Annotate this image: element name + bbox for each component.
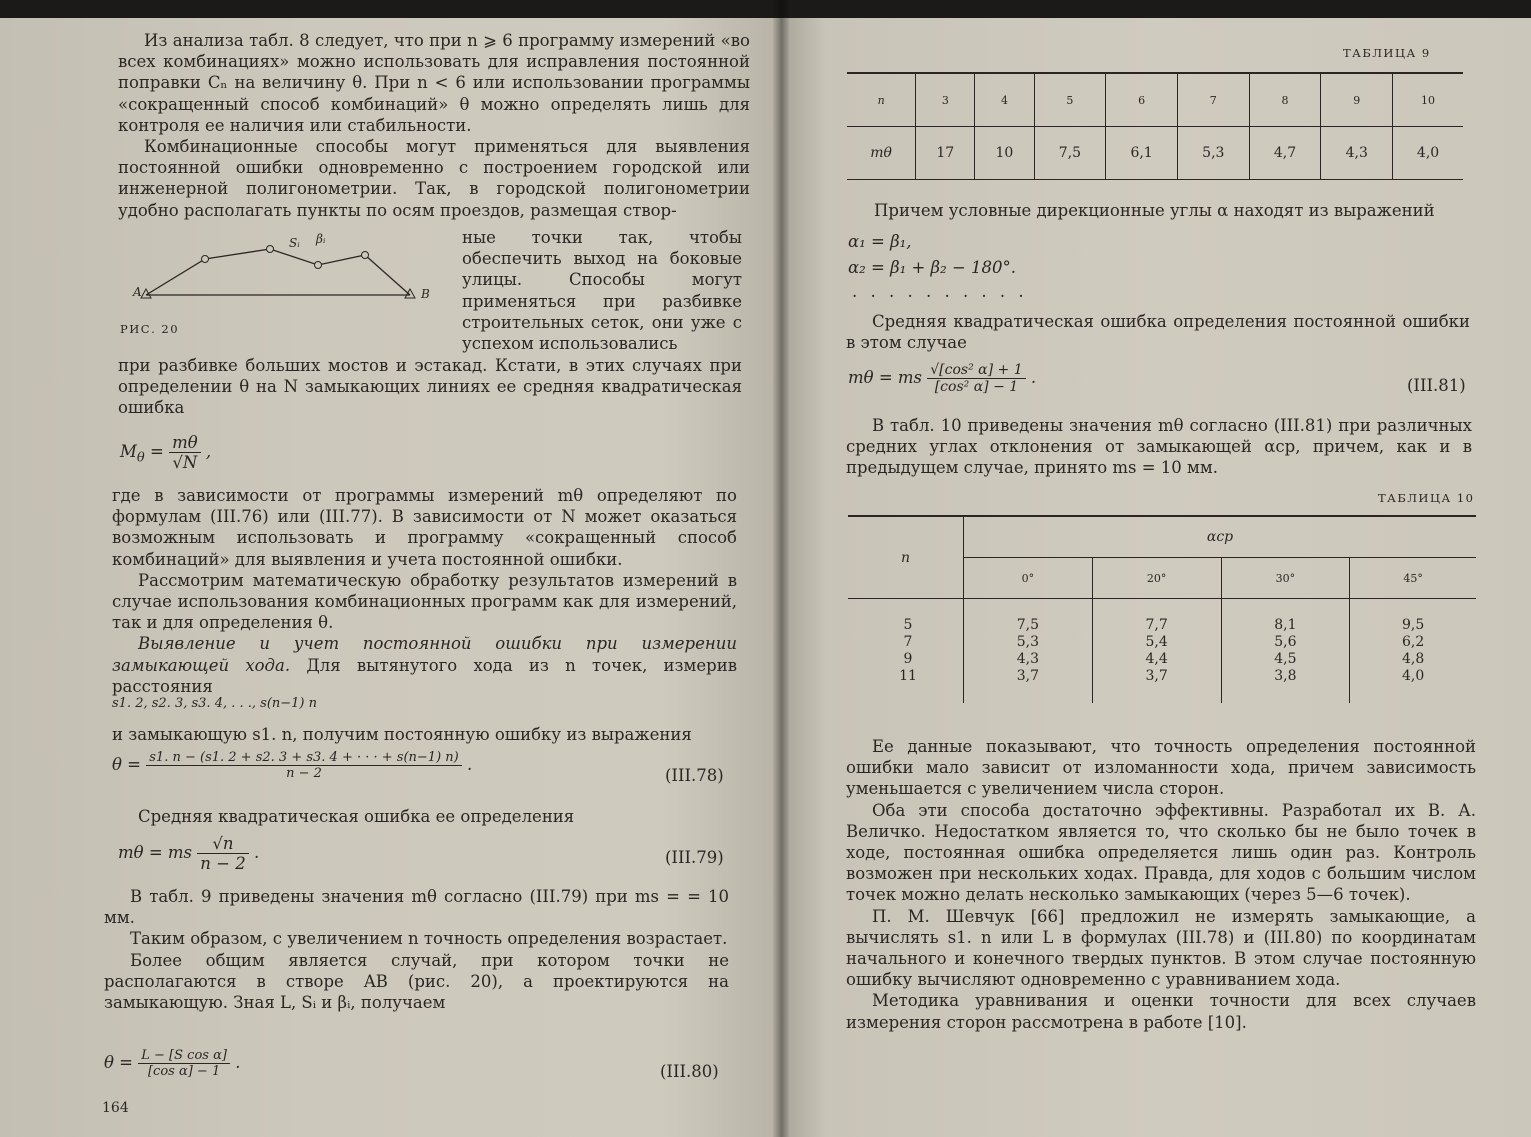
table-10-angle-cell: 20°: [1092, 558, 1221, 599]
right-paragraph-6: П. М. Шевчук [66] предложил не измерять замыкающие, а вычислять s1. n или L в формулах (III.78) и (III.80) по координатам начального и конечного твердых пунктов. В этом случае постоянную ошибку вычисляют одновременно с уравниванием хода.: [846, 906, 1476, 990]
table-10-angle-cell: 0°: [964, 558, 1093, 599]
right-paragraphs-4-7: [846, 736, 1476, 1033]
table-9: [847, 72, 1463, 180]
left-paragraph-10: Более общим является случай, при котором точки не располагаются в створе AB (рис. 20), а проектируются на замыкающую. Зная L, Sᵢ и βᵢ, получаем: [104, 950, 729, 1013]
figure-caption: РИС. 20: [120, 322, 180, 336]
table-9-cell: 6,1: [1106, 127, 1178, 180]
left-paragraph-6: и замыкающую s1. n, получим постоянную ошибку из выражения: [112, 725, 692, 744]
book-spine: [773, 0, 789, 1137]
left-paragraph-2b: ные точки так, чтобы обеспечить выход на боковые улицы. Способы могут применяться при разбивке строительных сеток, они уже с успехом использовались: [462, 228, 742, 354]
table-9-header-row: [847, 73, 1463, 127]
table-9-caption: ТАБЛИЦА 9: [1343, 46, 1431, 60]
figure-label-beta: βᵢ: [316, 232, 326, 246]
right-paragraph-7: Методика уравнивания и оценки точности для всех случаев измерения сторон рассмотрена в работе [10].: [846, 991, 1476, 1032]
table-10-col-45: 9,5 6,2 4,8 4,0: [1350, 599, 1476, 704]
right-paragraph-1: Причем условные дирекционные углы α находят из выражений: [874, 201, 1435, 220]
table-9-cell: n: [847, 73, 916, 127]
right-paragraph-3: В табл. 10 приведены значения mθ согласно (III.81) при различных средних углах отклонения от замыкающей αср, причем, как и в предыдущем случае, принято ms = 10 мм.: [846, 416, 1472, 478]
table-10-data-row: [848, 599, 1476, 704]
right-paragraph-5: Оба эти способа достаточно эффективны. Разработал их В. А. Величко. Недостатком является то, что сколько бы не было точек в ходе, постоянная ошибка определяется лишь один раз. Контроль возможен при нескольких ходах. Правда, для ходов с большим числом точек можно делать несколько замыкающих (через 5—6 точек).: [846, 800, 1476, 905]
table-9-cell: 4,3: [1321, 127, 1393, 180]
table-10-header-row: [848, 516, 1476, 558]
left-paragraph-1: Из анализа табл. 8 следует, что при n ⩾ 6 программу измерений «во всех комбинациях» можно использовать для исправления постоянной поправки Cₙ на величину θ. При n < 6 или использовании программы «сокращенный способ комбинаций» θ можно определять лишь для контроля ее наличия или стабильности. Комбинационные способы могут применяться для выявления постоянной ошибки одновременно с построением городской или инженерной полигонометрии. Так, в городской полигонометрии удобно располагать пункты по осям проездов, размещая створ-: [118, 31, 750, 220]
equation-number-III-79: (III.79): [665, 848, 724, 867]
figure-label-a: A: [133, 285, 142, 299]
table-9-cell: 7,5: [1034, 127, 1106, 180]
table-9-cell: 4,7: [1249, 127, 1321, 180]
equation-M-theta: $M_\theta$ = $\frac{m\theta}{√N}$ ,: [120, 433, 212, 472]
table-9-cell: mθ: [847, 127, 916, 180]
table-9-cell: 3: [916, 73, 975, 127]
equation-III-81: mθ = ms $\frac{\text{√[cos² α] + 1}}{\text{[cos² α] − 1}}$ .: [848, 362, 1037, 395]
table-10-n-header: n: [848, 516, 964, 599]
equation-number-III-78: (III.78): [665, 766, 724, 785]
left-paragraphs-3-5: [112, 485, 737, 697]
alpha-2-expression: α₂ = β₁ + β₂ − 180°.: [848, 258, 1016, 277]
table-10-angle-cell: 30°: [1221, 558, 1350, 599]
figure-label-b: B: [421, 287, 430, 301]
table-10-col-20: 7,7 5,4 4,4 3,7: [1092, 599, 1221, 704]
left-paragraph-7: Средняя квадратическая ошибка ее определения: [138, 807, 575, 826]
equation-III-79: mθ = ms $\frac{√n}{n - 2}$ .: [118, 834, 260, 873]
right-paragraph-4: Ее данные показывают, что точность определения постоянной ошибки мало зависит от изломанности хода, причем зависимость уменьшается с увеличением числа сторон.: [846, 737, 1476, 799]
table-9-cell: 10: [975, 127, 1034, 180]
left-paragraph-4: Рассмотрим математическую обработку результатов измерений в случае использования комбинационных программ как для измерений, так и для определения θ.: [112, 570, 737, 633]
table-9-cell: 17: [916, 127, 975, 180]
table-9-cell: 7: [1177, 73, 1249, 127]
left-paragraph-5: Выявление и учет постоянной ошибки при измерении замыкающей хода. Для вытянутого хода из n точек, измерив расстояния: [112, 634, 738, 696]
right-paragraph-2: Средняя квадратическая ошибка определения постоянной ошибки в этом случае: [846, 312, 1470, 353]
table-10-col-0: 7,5 5,3 4,3 3,7: [964, 599, 1093, 704]
table-10-angle-cell: 45°: [1350, 558, 1476, 599]
table-9-cell: 5: [1034, 73, 1106, 127]
equation-III-80: θ = $\frac{\text{L − [S cos α]}}{\text{[cos α] − 1}}$ .: [104, 1048, 241, 1079]
left-paragraph-3: где в зависимости от программы измерений mθ определяют по формулам (III.76) или (III.77). В зависимости от N может оказаться возможным использовать и программу «сокращенный способ комбинаций» для выявления и учета постоянной ошибки.: [112, 486, 737, 569]
table-9-cell: 4: [975, 73, 1034, 127]
equation-number-III-81: (III.81): [1407, 376, 1466, 395]
alpha-1-expression: α₁ = β₁,: [848, 232, 912, 251]
equation-III-78: θ = $\frac{s1. n - (s1. 2 + s2. 3 + s3. 4 + \cdot \cdot \cdot + s(n-1) n)}{n - 2}$ .: [112, 750, 473, 781]
left-paragraphs-8-10: [104, 886, 729, 1013]
table-9-cell: 5,3: [1177, 127, 1249, 180]
table-10-n-values: 5 7 9 11: [848, 599, 964, 704]
figure-label-s: Sᵢ: [289, 236, 300, 250]
table-9-data-row: [847, 127, 1463, 180]
left-paragraph-9: Таким образом, с увеличением n точность определения возрастает.: [130, 929, 728, 949]
table-9-cell: 6: [1106, 73, 1178, 127]
left-paragraph-2a: Комбинационные способы могут применяться для выявления постоянной ошибки одновременно с построением городской или инженерной полигонометрии. Так, в городской полигонометрии удобно располагать пункты по осям проездов, размещая створ-: [118, 137, 750, 220]
table-9-cell: 9: [1321, 73, 1393, 127]
table-10: [848, 515, 1476, 703]
table-9-cell: 4,0: [1393, 127, 1463, 180]
equation-number-III-80: (III.80): [660, 1062, 719, 1081]
table-10-alpha-header: αср: [964, 516, 1477, 558]
continuation-dots: . . . . . . . . . .: [852, 282, 1028, 301]
table-10-caption: ТАБЛИЦА 10: [1378, 491, 1475, 505]
left-paragraph-8: В табл. 9 приведены значения mθ согласно (III.79) при ms = = 10 мм.: [104, 887, 729, 928]
distance-series: s1. 2, s2. 3, s3. 4, . . ., s(n−1) n: [112, 696, 318, 711]
table-10-col-30: 8,1 5,6 4,5 3,8: [1221, 599, 1350, 704]
page-number: 164: [102, 1100, 129, 1116]
left-paragraph-2c: при разбивке больших мостов и эстакад. Кстати, в этих случаях при определении θ на N замыкающих линиях ее средняя квадратическая ошибка: [118, 356, 742, 418]
table-9-cell: 10: [1393, 73, 1463, 127]
table-9-cell: 8: [1249, 73, 1321, 127]
